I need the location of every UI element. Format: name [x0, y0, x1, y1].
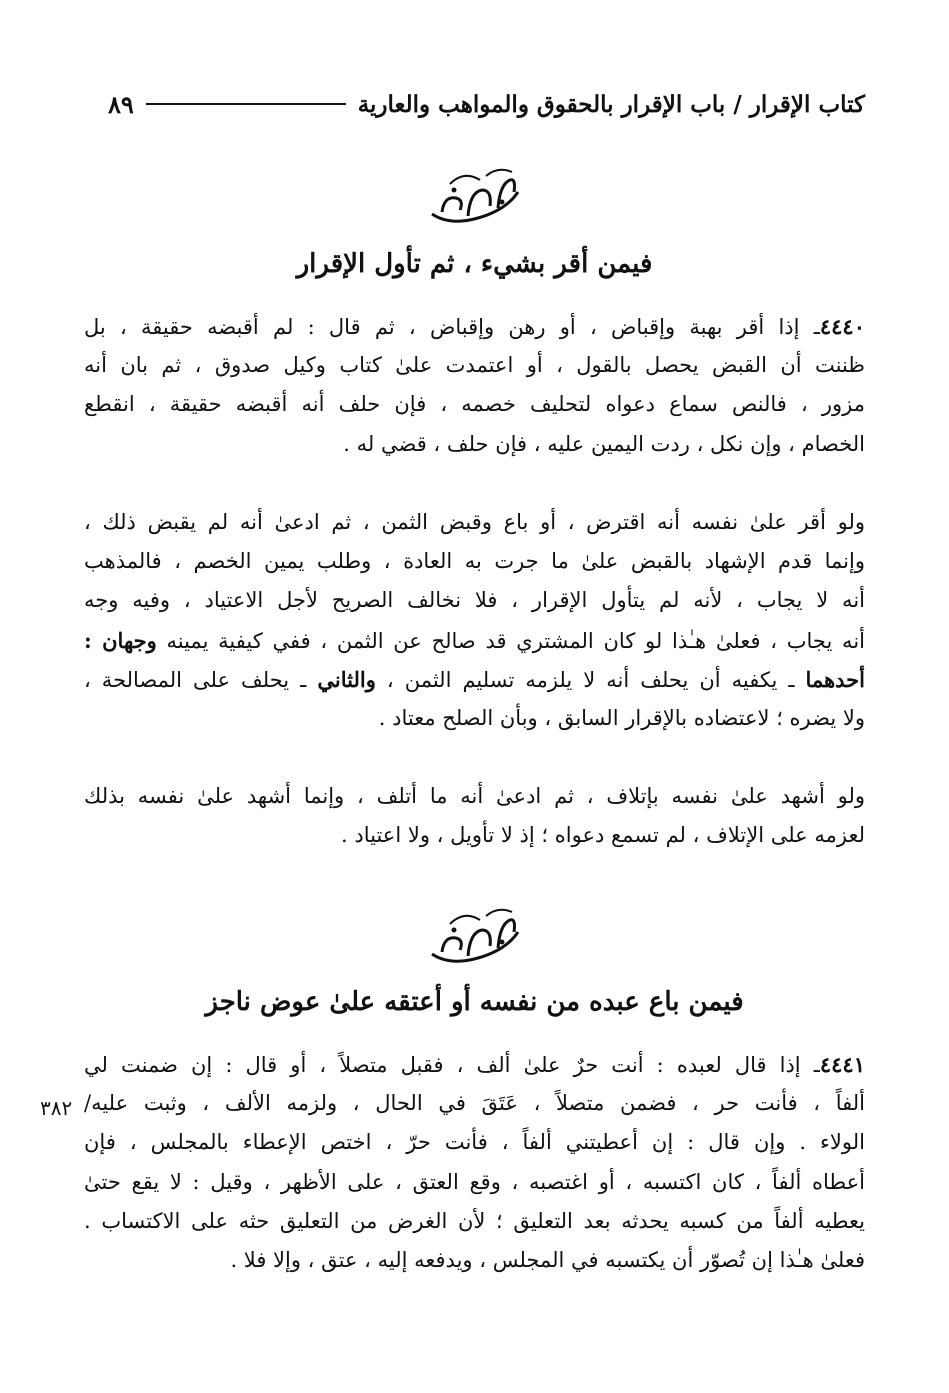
paragraph-line: مزور ، فالنص سماع دعواه لتحليف خصمه ، فإن حلف أنه أقبضه حقيقة ، انقطع — [84, 392, 865, 417]
page-number: ٨٩ — [108, 89, 134, 119]
paragraph-4441 — [84, 1045, 865, 1280]
section-ornament-2 — [0, 902, 949, 974]
running-title: كتاب الإقرار / باب الإقرار بالحقوق والمواهب والعارية — [357, 90, 865, 118]
paragraph-line: الولاء . وإن قال : إن أعطيتني ألفاً ، فأنت حرّ ، اختص الإعطاء بالمجلس ، فإن — [84, 1130, 865, 1155]
paragraph-line: يعطيه ألفاً من كسبه يحدثه بعد التعليق ؛ لأن الغرض من التعليق حثه على الاكتساب . — [84, 1208, 865, 1233]
section-ornament-1 — [0, 162, 949, 234]
paragraph-line: أحدهما ـ يكفيه أن يحلف أنه لا يلزمه تسليم الثمن ، والثاني ـ يحلف على المصالحة ، — [84, 666, 865, 692]
fasl-calligraphy-icon — [420, 902, 530, 970]
paragraph-line: ظننت أن القبض يحصل بالقول ، أو اعتمدت علىٰ كتاب وكيل صدوق ، ثم بان أنه — [84, 353, 865, 378]
paragraph-line: ولو أشهد علىٰ نفسه بإتلاف ، ثم ادعىٰ أنه ما أتلف ، وإنما أشهد علىٰ نفسه بذلك — [84, 784, 865, 808]
section-title-1: فيمن أقر بشيء ، ثم تأول الإقرار — [296, 249, 653, 279]
paragraph-line: الخصام ، وإن نكل ، ردت اليمين عليه ، فإن حلف ، قضي له . — [343, 431, 865, 456]
running-header — [108, 84, 865, 124]
margin-page-reference: ٣٨٢ — [40, 1096, 73, 1120]
paragraph-destruction-claim — [84, 777, 865, 855]
paragraph-line: فعلىٰ هـٰذا إن تُصوّر أن يكتسبه في المجلس ، ويدفعه إليه ، عتق ، وإلا فلا . — [230, 1247, 865, 1272]
paragraph-line: ٤٤٤٠ـ إذا أقر بهبة وإقباض ، أو رهن وإقباض ، ثم قال : لم أقبضه حقيقة ، بل — [84, 314, 865, 339]
fasl-calligraphy-icon — [420, 162, 530, 230]
header-rule — [146, 103, 346, 105]
paragraph-line: وإنما قدم الإشهاد بالقبض علىٰ ما جرت به العادة ، وطلب يمين الخصم ، فالمذهب — [84, 549, 865, 574]
paragraph-line: لعزمه على الإتلاف ، لم تسمع دعواه ؛ إذ لا تأويل ، ولا اعتياد . — [341, 823, 865, 848]
paragraph-line: أنه لا يجاب ، لأنه لم يتأول الإقرار ، فلا نخالف الصريح لأجل الاعتياد ، وفيه وجه — [84, 588, 865, 613]
paragraph-sale-claim — [84, 503, 865, 738]
paragraph-line: ألفاً ، فأنت حر ، فضمن متصلاً ، عَتَقَ في الحال ، ولزمه الألف ، وثبت عليه/ — [84, 1091, 865, 1116]
paragraph-line: أعطاه ألفاً ، كان اكتسبه ، أو اغتصبه ، وقع العتق ، على الأظهر ، وقيل : لا يقع حتىٰ — [84, 1169, 865, 1194]
paragraph-number: ٤٤٤١ — [819, 1052, 865, 1077]
paragraph-line: ولو أقر علىٰ نفسه أنه اقترض ، أو باع وقبض الثمن ، ثم ادعىٰ أنه لم يقبض ذلك ، — [84, 510, 865, 534]
section-title-2: فيمن باع عبده من نفسه أو أعتقه علىٰ عوض ناجز — [205, 987, 744, 1017]
paragraph-number: ٤٤٤٠ — [819, 314, 865, 339]
paragraph-line: ٤٤٤١ـ إذا قال لعبده : أنت حرٌ علىٰ ألف ، فقبل متصلاً ، أو قال : إن ضمنت لي — [84, 1052, 865, 1077]
paragraph-line: أنه يجاب ، فعلىٰ هـٰذا لو كان المشتري قد صالح عن الثمن ، ففي كيفية يمينه وجهان : — [84, 627, 865, 653]
paragraph-line: ولا يضره ؛ لاعتضاده بالإقرار السابق ، وبأن الصلح معتاد . — [378, 705, 865, 730]
paragraph-4440 — [84, 307, 865, 464]
